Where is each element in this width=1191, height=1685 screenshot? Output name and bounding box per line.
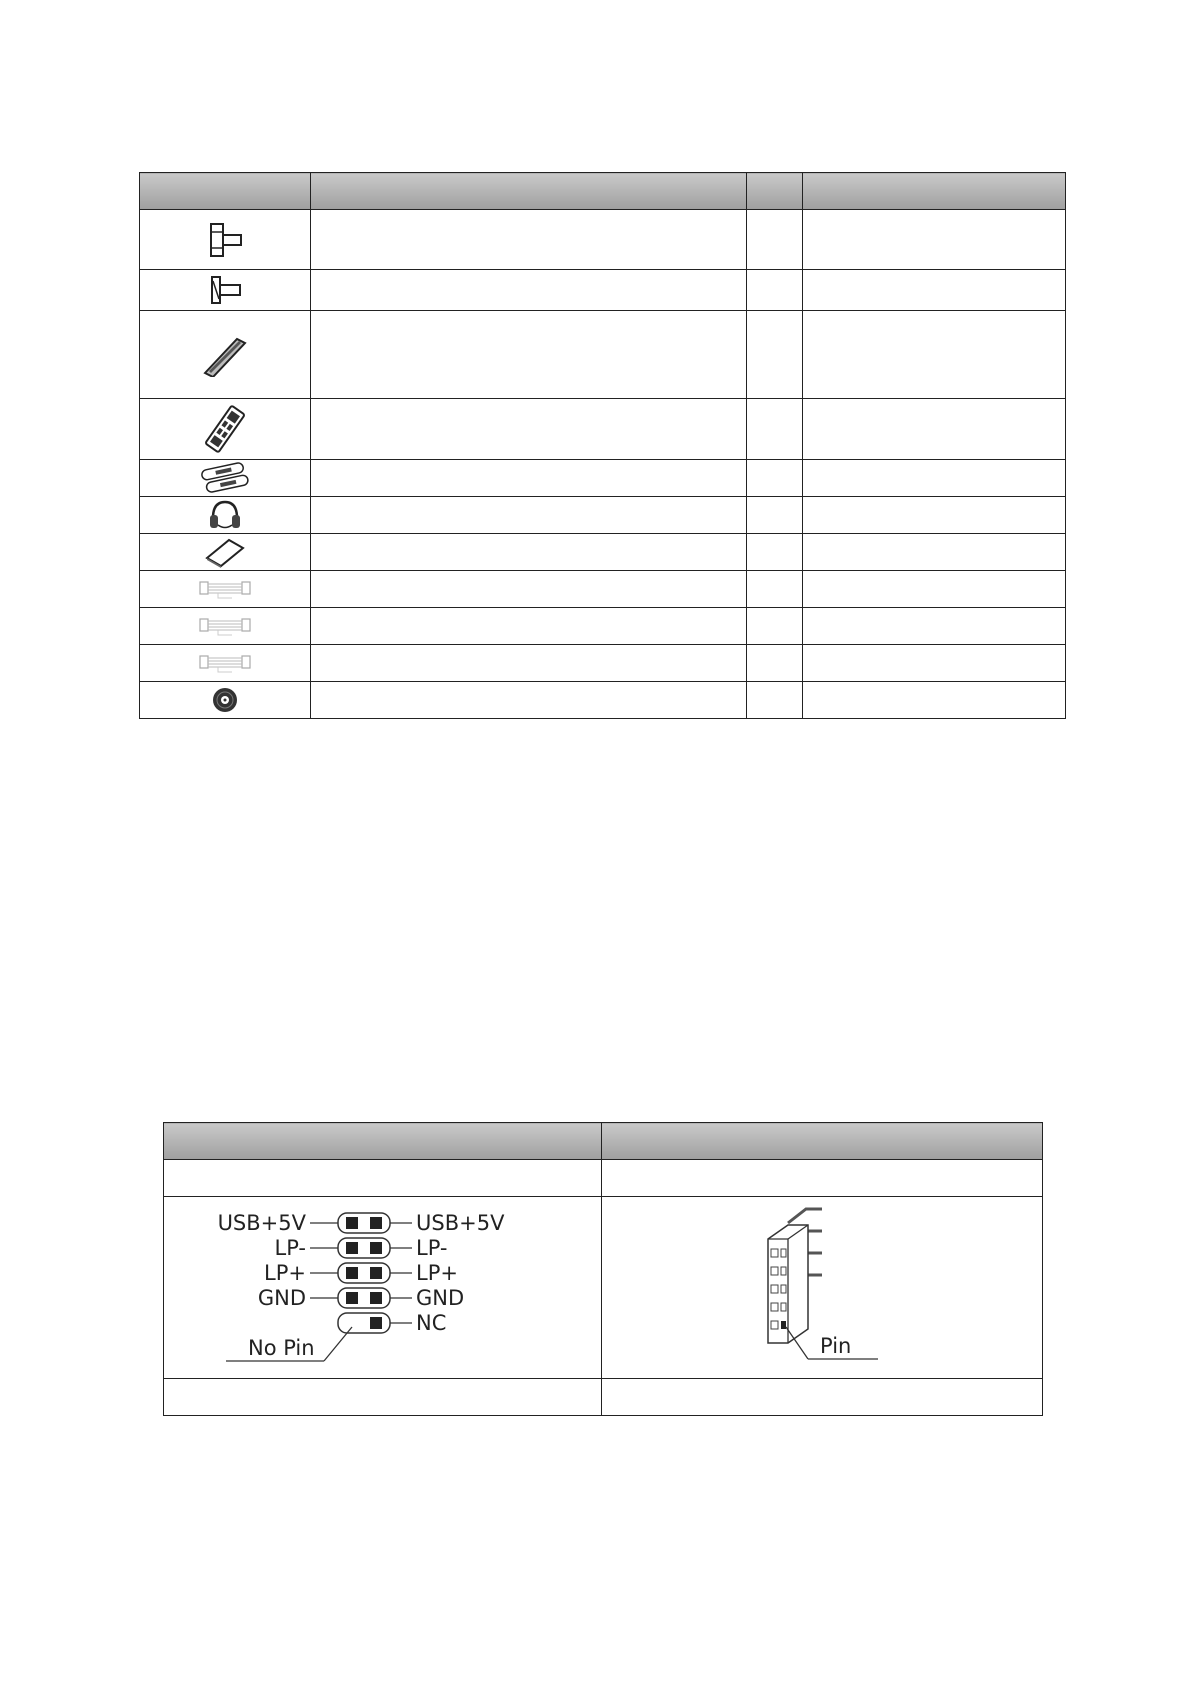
table-row (140, 608, 1066, 645)
accessories-table (139, 172, 1066, 719)
note-cell (803, 608, 1066, 645)
left-pin-label: USB+5V (217, 1210, 306, 1235)
name-cell (311, 270, 747, 311)
name-cell (311, 645, 747, 682)
flat-screw-icon (200, 275, 250, 305)
note-cell (803, 497, 1066, 534)
pin-callout-label: Pin (820, 1333, 852, 1358)
name-cell (311, 608, 747, 645)
name-cell (311, 497, 747, 534)
note-cell (803, 399, 1066, 460)
connector-diagram (602, 1199, 1042, 1377)
header-cell (140, 173, 311, 210)
image-cell (140, 682, 311, 719)
table-row (164, 1197, 1043, 1379)
pin-diagram-cell (164, 1197, 602, 1379)
table-header-row (164, 1123, 1043, 1160)
note-cell (803, 645, 1066, 682)
image-cell (140, 571, 311, 608)
image-cell (140, 645, 311, 682)
table-cell (164, 1379, 602, 1416)
right-pin-label: GND (416, 1285, 465, 1310)
image-cell (140, 497, 311, 534)
table-row (164, 1160, 1043, 1197)
name-cell (311, 210, 747, 270)
header-cell (803, 173, 1066, 210)
qty-cell (747, 270, 803, 311)
disc-icon (210, 685, 240, 715)
cable-icon (198, 578, 252, 600)
name-cell (311, 534, 747, 571)
right-pin-label: LP- (416, 1235, 448, 1260)
qty-cell (747, 399, 803, 460)
image-cell (140, 534, 311, 571)
table-header-row (140, 173, 1066, 210)
bracket-icon (195, 333, 255, 377)
note-cell (803, 270, 1066, 311)
no-pin-label: No Pin (248, 1335, 315, 1360)
qty-cell (747, 210, 803, 270)
right-pin-label: NC (416, 1310, 447, 1335)
left-pin-label: LP- (274, 1235, 306, 1260)
table-row (140, 682, 1066, 719)
table-cell (602, 1379, 1043, 1416)
table-cell (164, 1160, 602, 1197)
image-cell (140, 270, 311, 311)
table-row (140, 270, 1066, 311)
table-row (140, 460, 1066, 497)
header-cell (602, 1123, 1043, 1160)
note-cell (803, 534, 1066, 571)
image-cell (140, 311, 311, 399)
qty-cell (747, 497, 803, 534)
table-row (140, 645, 1066, 682)
table-row (140, 497, 1066, 534)
name-cell (311, 460, 747, 497)
qty-cell (747, 682, 803, 719)
image-cell (140, 608, 311, 645)
name-cell (311, 311, 747, 399)
cable-icon (198, 652, 252, 674)
pin-layout-diagram (164, 1199, 601, 1377)
remote-control-icon (200, 402, 250, 456)
headset-icon (205, 498, 245, 532)
qty-cell (747, 608, 803, 645)
image-cell (140, 460, 311, 497)
hex-screw-icon (200, 220, 250, 260)
name-cell (311, 571, 747, 608)
battery-icon (197, 462, 253, 494)
qty-cell (747, 571, 803, 608)
qty-cell (747, 460, 803, 497)
image-cell (140, 210, 311, 270)
note-cell (803, 311, 1066, 399)
name-cell (311, 682, 747, 719)
name-cell (311, 399, 747, 460)
header-cell (164, 1123, 602, 1160)
table-row (140, 534, 1066, 571)
table-row (140, 399, 1066, 460)
qty-cell (747, 534, 803, 571)
note-cell (803, 460, 1066, 497)
card-icon (203, 536, 247, 568)
header-cell (311, 173, 747, 210)
image-cell (140, 399, 311, 460)
table-row (140, 571, 1066, 608)
right-pin-label: USB+5V (416, 1210, 505, 1235)
header-cell (747, 173, 803, 210)
connector-diagram-cell (602, 1197, 1043, 1379)
cable-icon (198, 615, 252, 637)
right-pin-label: LP+ (416, 1260, 458, 1285)
table-row (140, 210, 1066, 270)
qty-cell (747, 311, 803, 399)
note-cell (803, 210, 1066, 270)
left-pin-label: GND (257, 1285, 306, 1310)
qty-cell (747, 645, 803, 682)
table-row (140, 311, 1066, 399)
note-cell (803, 571, 1066, 608)
table-cell (602, 1160, 1043, 1197)
pin-header-table (163, 1122, 1043, 1416)
note-cell (803, 682, 1066, 719)
left-pin-label: LP+ (264, 1260, 306, 1285)
table-row (164, 1379, 1043, 1416)
